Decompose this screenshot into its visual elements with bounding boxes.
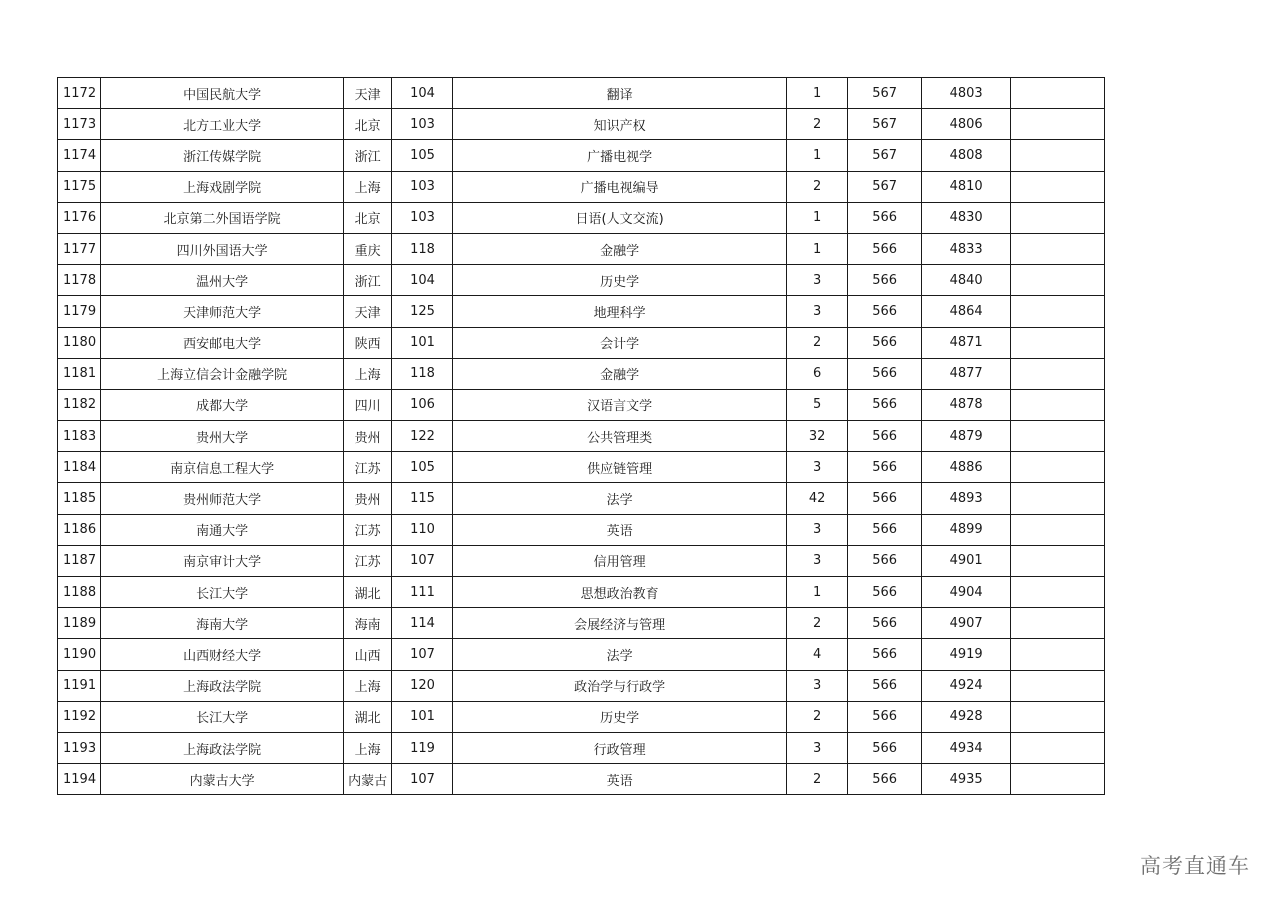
score-cell: 566: [848, 639, 922, 670]
seq-cell: 1192: [58, 701, 101, 732]
note-cell: [1011, 358, 1105, 389]
plan-count-cell: 32: [787, 421, 848, 452]
code-cell: 101: [392, 327, 453, 358]
major-cell: 法学: [453, 483, 787, 514]
seq-cell: 1184: [58, 452, 101, 483]
province-cell: 上海: [344, 358, 392, 389]
rank-cell: 4871: [922, 327, 1011, 358]
note-cell: [1011, 109, 1105, 140]
rank-cell: 4864: [922, 296, 1011, 327]
rank-cell: 4886: [922, 452, 1011, 483]
university-cell: 贵州师范大学: [101, 483, 344, 514]
rank-cell: 4901: [922, 545, 1011, 576]
table-row: [58, 140, 1105, 171]
code-cell: 103: [392, 109, 453, 140]
score-cell: 566: [848, 670, 922, 701]
major-cell: 广播电视学: [453, 140, 787, 171]
major-cell: 汉语言文学: [453, 389, 787, 420]
province-cell: 江苏: [344, 452, 392, 483]
major-cell: 金融学: [453, 233, 787, 264]
seq-cell: 1183: [58, 421, 101, 452]
rank-cell: 4893: [922, 483, 1011, 514]
major-cell: 广播电视编导: [453, 171, 787, 202]
code-cell: 105: [392, 140, 453, 171]
seq-cell: 1182: [58, 389, 101, 420]
major-cell: 地理科学: [453, 296, 787, 327]
note-cell: [1011, 452, 1105, 483]
score-cell: 566: [848, 608, 922, 639]
seq-cell: 1176: [58, 202, 101, 233]
table-row: [58, 389, 1105, 420]
score-cell: 566: [848, 483, 922, 514]
major-cell: 会计学: [453, 327, 787, 358]
province-cell: 四川: [344, 389, 392, 420]
plan-count-cell: 2: [787, 764, 848, 795]
table-row: [58, 483, 1105, 514]
code-cell: 110: [392, 514, 453, 545]
plan-count-cell: 1: [787, 140, 848, 171]
rank-cell: 4934: [922, 732, 1011, 763]
plan-count-cell: 3: [787, 296, 848, 327]
seq-cell: 1175: [58, 171, 101, 202]
university-cell: 上海戏剧学院: [101, 171, 344, 202]
table-row: [58, 608, 1105, 639]
seq-cell: 1174: [58, 140, 101, 171]
rank-cell: 4830: [922, 202, 1011, 233]
code-cell: 111: [392, 577, 453, 608]
university-cell: 南京信息工程大学: [101, 452, 344, 483]
major-cell: 知识产权: [453, 109, 787, 140]
major-cell: 政治学与行政学: [453, 670, 787, 701]
university-cell: 北京第二外国语学院: [101, 202, 344, 233]
major-cell: 日语(人文交流): [453, 202, 787, 233]
code-cell: 107: [392, 639, 453, 670]
province-cell: 北京: [344, 109, 392, 140]
province-cell: 内蒙古: [344, 764, 392, 795]
note-cell: [1011, 514, 1105, 545]
province-cell: 贵州: [344, 421, 392, 452]
university-cell: 上海立信会计金融学院: [101, 358, 344, 389]
major-cell: 翻译: [453, 78, 787, 109]
seq-cell: 1185: [58, 483, 101, 514]
rank-cell: 4840: [922, 265, 1011, 296]
rank-cell: 4803: [922, 78, 1011, 109]
table-row: [58, 545, 1105, 576]
province-cell: 浙江: [344, 140, 392, 171]
province-cell: 北京: [344, 202, 392, 233]
seq-cell: 1178: [58, 265, 101, 296]
rank-cell: 4928: [922, 701, 1011, 732]
province-cell: 天津: [344, 78, 392, 109]
code-cell: 104: [392, 265, 453, 296]
major-cell: 历史学: [453, 265, 787, 296]
score-cell: 566: [848, 545, 922, 576]
university-cell: 温州大学: [101, 265, 344, 296]
note-cell: [1011, 233, 1105, 264]
score-cell: 566: [848, 233, 922, 264]
province-cell: 贵州: [344, 483, 392, 514]
note-cell: [1011, 171, 1105, 202]
table-row: [58, 202, 1105, 233]
code-cell: 115: [392, 483, 453, 514]
score-cell: 567: [848, 171, 922, 202]
seq-cell: 1181: [58, 358, 101, 389]
note-cell: [1011, 389, 1105, 420]
seq-cell: 1194: [58, 764, 101, 795]
score-cell: 566: [848, 296, 922, 327]
rank-cell: 4935: [922, 764, 1011, 795]
table-row: [58, 296, 1105, 327]
major-cell: 英语: [453, 764, 787, 795]
table-row: [58, 670, 1105, 701]
rank-cell: 4806: [922, 109, 1011, 140]
code-cell: 118: [392, 233, 453, 264]
code-cell: 120: [392, 670, 453, 701]
note-cell: [1011, 296, 1105, 327]
plan-count-cell: 2: [787, 701, 848, 732]
rank-cell: 4924: [922, 670, 1011, 701]
major-cell: 金融学: [453, 358, 787, 389]
code-cell: 104: [392, 78, 453, 109]
plan-count-cell: 2: [787, 327, 848, 358]
score-cell: 566: [848, 452, 922, 483]
province-cell: 上海: [344, 171, 392, 202]
university-cell: 山西财经大学: [101, 639, 344, 670]
seq-cell: 1179: [58, 296, 101, 327]
table-row: [58, 109, 1105, 140]
university-cell: 上海政法学院: [101, 732, 344, 763]
score-cell: 566: [848, 701, 922, 732]
university-cell: 浙江传媒学院: [101, 140, 344, 171]
table-row: [58, 701, 1105, 732]
province-cell: 陕西: [344, 327, 392, 358]
seq-cell: 1189: [58, 608, 101, 639]
rank-cell: 4904: [922, 577, 1011, 608]
table-row: [58, 764, 1105, 795]
note-cell: [1011, 577, 1105, 608]
plan-count-cell: 6: [787, 358, 848, 389]
score-cell: 566: [848, 732, 922, 763]
major-cell: 英语: [453, 514, 787, 545]
major-cell: 供应链管理: [453, 452, 787, 483]
table-row: [58, 514, 1105, 545]
note-cell: [1011, 608, 1105, 639]
plan-count-cell: 1: [787, 233, 848, 264]
note-cell: [1011, 639, 1105, 670]
note-cell: [1011, 265, 1105, 296]
seq-cell: 1186: [58, 514, 101, 545]
score-cell: 567: [848, 109, 922, 140]
score-cell: 566: [848, 514, 922, 545]
note-cell: [1011, 764, 1105, 795]
seq-cell: 1177: [58, 233, 101, 264]
seq-cell: 1180: [58, 327, 101, 358]
plan-count-cell: 2: [787, 109, 848, 140]
table-row: [58, 732, 1105, 763]
rank-cell: 4899: [922, 514, 1011, 545]
seq-cell: 1187: [58, 545, 101, 576]
note-cell: [1011, 202, 1105, 233]
plan-count-cell: 42: [787, 483, 848, 514]
watermark: 高考直通车: [1140, 854, 1250, 878]
plan-count-cell: 3: [787, 265, 848, 296]
score-cell: 566: [848, 327, 922, 358]
plan-count-cell: 1: [787, 78, 848, 109]
code-cell: 106: [392, 389, 453, 420]
university-cell: 四川外国语大学: [101, 233, 344, 264]
score-cell: 566: [848, 577, 922, 608]
code-cell: 125: [392, 296, 453, 327]
table-row: [58, 452, 1105, 483]
university-cell: 海南大学: [101, 608, 344, 639]
province-cell: 天津: [344, 296, 392, 327]
university-cell: 北方工业大学: [101, 109, 344, 140]
table-row: [58, 358, 1105, 389]
plan-count-cell: 2: [787, 171, 848, 202]
university-cell: 成都大学: [101, 389, 344, 420]
major-cell: 历史学: [453, 701, 787, 732]
code-cell: 118: [392, 358, 453, 389]
rank-cell: 4907: [922, 608, 1011, 639]
province-cell: 上海: [344, 732, 392, 763]
code-cell: 101: [392, 701, 453, 732]
code-cell: 105: [392, 452, 453, 483]
code-cell: 103: [392, 202, 453, 233]
rank-cell: 4878: [922, 389, 1011, 420]
score-cell: 566: [848, 358, 922, 389]
code-cell: 119: [392, 732, 453, 763]
university-cell: 中国民航大学: [101, 78, 344, 109]
plan-count-cell: 1: [787, 202, 848, 233]
university-cell: 贵州大学: [101, 421, 344, 452]
code-cell: 122: [392, 421, 453, 452]
university-cell: 长江大学: [101, 577, 344, 608]
code-cell: 103: [392, 171, 453, 202]
plan-count-cell: 5: [787, 389, 848, 420]
table-row: [58, 233, 1105, 264]
university-cell: 天津师范大学: [101, 296, 344, 327]
major-cell: 思想政治教育: [453, 577, 787, 608]
university-cell: 西安邮电大学: [101, 327, 344, 358]
code-cell: 107: [392, 545, 453, 576]
province-cell: 湖北: [344, 577, 392, 608]
score-cell: 566: [848, 389, 922, 420]
note-cell: [1011, 421, 1105, 452]
rank-cell: 4810: [922, 171, 1011, 202]
table-row: [58, 577, 1105, 608]
rank-cell: 4833: [922, 233, 1011, 264]
university-cell: 长江大学: [101, 701, 344, 732]
plan-count-cell: 2: [787, 608, 848, 639]
table-row: [58, 78, 1105, 109]
major-cell: 信用管理: [453, 545, 787, 576]
province-cell: 海南: [344, 608, 392, 639]
score-cell: 566: [848, 764, 922, 795]
seq-cell: 1173: [58, 109, 101, 140]
admission-table: [57, 77, 1105, 795]
plan-count-cell: 4: [787, 639, 848, 670]
university-cell: 上海政法学院: [101, 670, 344, 701]
note-cell: [1011, 701, 1105, 732]
rank-cell: 4808: [922, 140, 1011, 171]
rank-cell: 4919: [922, 639, 1011, 670]
note-cell: [1011, 545, 1105, 576]
code-cell: 114: [392, 608, 453, 639]
table-row: [58, 421, 1105, 452]
province-cell: 重庆: [344, 233, 392, 264]
note-cell: [1011, 670, 1105, 701]
province-cell: 江苏: [344, 545, 392, 576]
plan-count-cell: 3: [787, 670, 848, 701]
university-cell: 南京审计大学: [101, 545, 344, 576]
score-cell: 566: [848, 421, 922, 452]
score-cell: 566: [848, 202, 922, 233]
province-cell: 山西: [344, 639, 392, 670]
code-cell: 107: [392, 764, 453, 795]
major-cell: 公共管理类: [453, 421, 787, 452]
university-cell: 内蒙古大学: [101, 764, 344, 795]
note-cell: [1011, 327, 1105, 358]
plan-count-cell: 3: [787, 732, 848, 763]
province-cell: 湖北: [344, 701, 392, 732]
rank-cell: 4879: [922, 421, 1011, 452]
plan-count-cell: 3: [787, 514, 848, 545]
plan-count-cell: 1: [787, 577, 848, 608]
note-cell: [1011, 732, 1105, 763]
score-cell: 567: [848, 140, 922, 171]
table-row: [58, 171, 1105, 202]
plan-count-cell: 3: [787, 545, 848, 576]
note-cell: [1011, 140, 1105, 171]
table-row: [58, 639, 1105, 670]
university-cell: 南通大学: [101, 514, 344, 545]
province-cell: 江苏: [344, 514, 392, 545]
table-body: [58, 78, 1105, 795]
major-cell: 行政管理: [453, 732, 787, 763]
score-cell: 567: [848, 78, 922, 109]
seq-cell: 1193: [58, 732, 101, 763]
seq-cell: 1191: [58, 670, 101, 701]
score-cell: 566: [848, 265, 922, 296]
seq-cell: 1172: [58, 78, 101, 109]
seq-cell: 1188: [58, 577, 101, 608]
major-cell: 会展经济与管理: [453, 608, 787, 639]
province-cell: 上海: [344, 670, 392, 701]
province-cell: 浙江: [344, 265, 392, 296]
table-row: [58, 265, 1105, 296]
table-row: [58, 327, 1105, 358]
note-cell: [1011, 483, 1105, 514]
seq-cell: 1190: [58, 639, 101, 670]
rank-cell: 4877: [922, 358, 1011, 389]
major-cell: 法学: [453, 639, 787, 670]
plan-count-cell: 3: [787, 452, 848, 483]
note-cell: [1011, 78, 1105, 109]
